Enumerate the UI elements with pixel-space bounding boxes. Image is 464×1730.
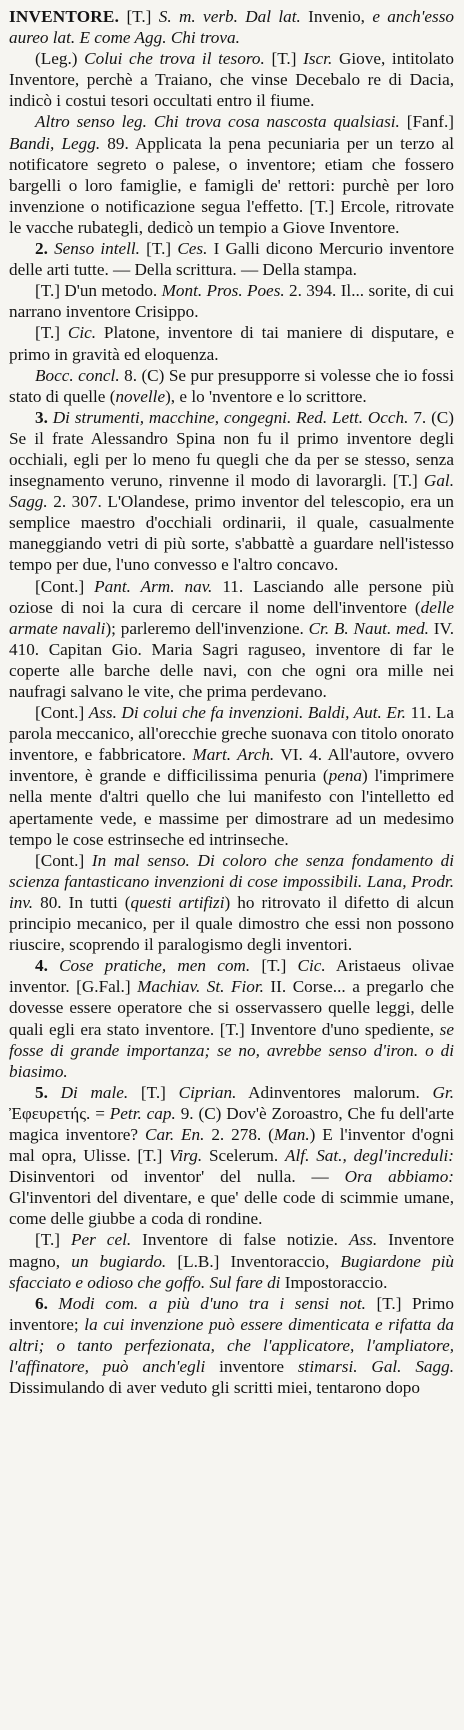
entry-paragraph-p02	[9, 48, 454, 111]
text-run: Ἐφευρετής. =	[9, 1103, 110, 1123]
text-run: 11. La parola meccanico, all'orecchie greche suonava con titolo onorato inventore, e fabbricatore.	[9, 703, 454, 765]
text-run: Aristaeus olivae inventor. [G.Fal.]	[9, 956, 454, 997]
italic-run: Cic.	[67, 323, 97, 343]
text-run: ), e lo 'nventore e lo scrittore.	[165, 386, 367, 406]
italic-run: Cr. B. Naut. med.	[308, 618, 429, 638]
italic-run: la cui invenzione può essere dimenticata e rifatta da altri; o tanto perfezionata, che l'applicatore, l'ampliatore, l'affinatore, può anch'egli	[9, 1314, 455, 1376]
entry-paragraph-p05	[9, 280, 454, 322]
entry-column	[9, 6, 454, 1398]
text-run: Adinventores malorum.	[236, 1082, 433, 1102]
text-run: [Cont.]	[35, 850, 92, 870]
text-run: [T.]	[139, 239, 178, 259]
italic-run: Mont. Pros. Poes.	[161, 281, 285, 301]
entry-paragraph-p07	[9, 365, 454, 407]
italic-run: Virg.	[169, 1146, 203, 1166]
text-run: 89. Applicata la pena pecuniaria per un terzo al notificatore segreto o palese, o inventore; etiam che fossero bargelli o loro famiglie, e famigli de' rettori: purchè per loro invenzione o notificazione segua l'effetto. [T.] Ercole, ritrovate le vacche rubategli, dedicò un tempio a Giove Inventore.	[9, 133, 454, 237]
text-run: Inventore di false notizie.	[131, 1230, 349, 1250]
italic-run: In mal senso. Di coloro che senza fondamento di scienza fantasticano invenzioni di cose impossibili. Lana, Prodr. inv.	[9, 850, 454, 912]
text-run: 7. (C) Se il frate Alessandro Spina non fu il primo inventore degli occhiali, egli per lo meno fu quegli che da per se stesso, senza insegnamento veruno, rinvenne il modo di lavorargli. [T.]	[9, 407, 454, 491]
text-run: Invenio,	[300, 7, 373, 26]
text-run: [Fanf.]	[399, 112, 454, 132]
italic-run: Man.	[273, 1124, 310, 1144]
text-run: Gl'inventori del diventare, e que' delle code di scimmie umane, come delle giubbe a coda di rondine.	[9, 1188, 454, 1229]
italic-run: Ass.	[348, 1230, 378, 1250]
italic-run: Mart. Arch.	[192, 745, 275, 765]
text-run: [L.B.] Inventoraccio,	[166, 1251, 341, 1271]
italic-run: novelle	[115, 386, 166, 406]
entry-paragraph-p09	[9, 576, 454, 703]
text-run: Scelerum.	[202, 1146, 286, 1166]
entry-paragraph-p06	[9, 322, 454, 364]
text-run: IV. 410. Capitan Gio. Maria Sagri raguseo, inventore di far le coperte alle barche delle navi, con che ogni ora mille nei naufragi salvano le vite, che prima perdevano.	[9, 618, 454, 701]
italic-run: Senso intell.	[54, 239, 140, 259]
text-run: Impostoraccio.	[280, 1272, 388, 1292]
text-run: 11. Lasciando alle persone più oziose di noi la cura di cercare il nome dell'inventore (	[9, 576, 455, 617]
text-run: [T.]	[35, 1230, 71, 1250]
italic-run: Pant. Arm. nav.	[94, 576, 213, 596]
italic-run: Altro senso leg. Chi trova cosa nascosta qualsiasi.	[35, 112, 400, 132]
italic-run: e anch'esso aureo lat. E come Agg. Chi trova.	[9, 7, 454, 48]
text-run: ) E l'inventor d'ogni mal opra, Ulisse. [T.]	[9, 1124, 454, 1166]
text-run: [T.] Primo inventore;	[9, 1293, 454, 1334]
text-run: Dissimulando di aver veduto gli scritti miei, tentarono dopo	[9, 1378, 420, 1398]
italic-run: Alf. Sat., degl'increduli:	[285, 1146, 454, 1166]
text-run: [T.]	[264, 49, 304, 69]
text-run: [T.]	[128, 1082, 179, 1102]
text-run: 2. 394. Il... sorite, di cui narrano inventore Crisippo.	[9, 281, 454, 322]
italic-run: S. m. verb. Dal lat.	[158, 7, 301, 26]
text-run: 2. 278. (	[204, 1124, 274, 1144]
sense-number: 6.	[35, 1293, 59, 1313]
sense-number: 5.	[35, 1082, 61, 1102]
sense-number: 2.	[35, 239, 55, 259]
text-run: ) l'imprimere nella mente d'altri quello che lui manifesto con l'intelletto ed apertamente vede, e massime per dimostrare ad un medesimo tempo le cose estrinseche ed intrinseche.	[9, 766, 455, 849]
entry-paragraph-p15	[9, 1293, 454, 1398]
entry-paragraph-p11	[9, 850, 454, 955]
sense-number: 3.	[35, 407, 53, 427]
italic-run: Petr. cap.	[109, 1103, 176, 1123]
italic-run: Bandi, Legg.	[9, 133, 101, 153]
text-run: II. Corse... a pregarlo che dovesse essere operatore che si osservassero quelle leggi, delle quali egli era stato inventore. [T.] Inventore d'uno spediente,	[9, 977, 454, 1039]
text-run: 80. In tutti (	[33, 892, 131, 912]
italic-run: delle armate navali	[9, 597, 454, 638]
italic-run: Car. En.	[144, 1124, 205, 1144]
italic-run: Ciprian.	[178, 1082, 237, 1102]
text-run: 9. (C) Dov'è Zoroastro, Che fu dell'arte magica inventore?	[9, 1103, 454, 1144]
text-run: 8. (C) Se pur presupporre si volesse che io fossi stato di quelle (	[9, 365, 454, 406]
italic-run: Bocc. concl.	[35, 365, 120, 385]
sense-number: 4.	[35, 956, 60, 976]
text-run: [Cont.]	[35, 703, 89, 723]
text-run: inventore	[205, 1357, 298, 1376]
text-run: Inventore magno,	[9, 1230, 454, 1271]
italic-run: Colui che trova il tesoro.	[84, 49, 265, 69]
text-run: [Cont.]	[35, 576, 95, 596]
entry-paragraph-p04	[9, 238, 454, 280]
text-run: ); parleremo dell'invenzione.	[105, 618, 309, 638]
entry-paragraph-p13	[9, 1082, 454, 1230]
text-run: [T.] D'un metodo.	[35, 281, 162, 301]
italic-run: Iscr.	[303, 49, 333, 69]
text-run: Platone, inventore di tai maniere di disputare, e primo in gravità ed eloquenza.	[9, 323, 455, 364]
italic-run: Machiav. St. Fior.	[137, 977, 264, 997]
italic-run: Bugiardone più sfacciato e odioso che goffo. Sul fare di	[9, 1251, 455, 1292]
headword: INVENTORE.	[9, 7, 120, 26]
italic-run: Di strumenti, macchine, congegni. Red. Lett. Occh.	[52, 407, 409, 427]
entry-paragraph-p01	[9, 6, 454, 48]
entry-paragraph-p03	[9, 111, 454, 238]
text-run: [T.]	[35, 323, 68, 343]
entry-paragraph-p08	[9, 407, 454, 576]
text-run: (Leg.)	[35, 49, 85, 69]
italic-run: Gal. Sagg.	[9, 471, 454, 512]
text-run: Giove, intitolato Inventore, perchè a Traiano, che vinse Decebalo re di Dacia, indicò i costui tesori occultati entro il fiume.	[9, 49, 454, 111]
text-run: ) ho ritrovato il difetto di alcun principio mecanico, per il quale dimostro che essi non possono riuscire, scoprendo il paralogismo degli inventori.	[9, 892, 454, 955]
italic-run: Di male.	[60, 1082, 129, 1102]
italic-run: Gr.	[432, 1082, 455, 1102]
italic-run: Cose pratiche, men com.	[59, 956, 251, 976]
text-run: I Galli dicono Mercurio inventore delle arti tutte. — Della scrittura. — Della stampa.	[9, 239, 455, 280]
italic-run: Ces.	[177, 239, 208, 259]
italic-run: Modi com. a più d'uno tra i sensi not.	[58, 1293, 366, 1313]
italic-run: pena	[328, 766, 363, 786]
italic-run: Ass. Di colui che fa invenzioni. Baldi, Aut. Er.	[88, 703, 406, 723]
italic-run: un bugiardo.	[71, 1251, 167, 1271]
entry-paragraph-p12	[9, 955, 454, 1082]
text-run: [T.]	[250, 956, 298, 976]
entry-paragraph-p10	[9, 702, 454, 850]
text-run: 2. 307. L'Olandese, primo inventor del telescopio, era un semplice maestro d'occhiali ordinarii, il quale, casualmente maneggiando vetri di più sorte, s'abbattè a guardare nell'istesso tempo per due, l'uno convesso e l'altro concavo.	[9, 492, 454, 575]
italic-run: se fosse di grande importanza; se no, avrebbe senso d'iron. o di biasimo.	[9, 1019, 454, 1081]
italic-run: Cic.	[297, 956, 326, 976]
entry-paragraph-p14	[9, 1229, 454, 1292]
italic-run: Ora abbiamo:	[344, 1167, 455, 1187]
italic-run: questi artifizi	[130, 892, 225, 912]
text-run: VI. 4. All'autore, ovvero inventore, è grande e difficilissima penuria (	[9, 745, 454, 786]
italic-run: stimarsi. Gal. Sagg.	[297, 1357, 454, 1376]
text-run: Disinventori od inventor' del nulla. —	[9, 1167, 345, 1187]
italic-run: Per cel.	[70, 1230, 132, 1250]
text-run: [T.]	[119, 7, 159, 26]
